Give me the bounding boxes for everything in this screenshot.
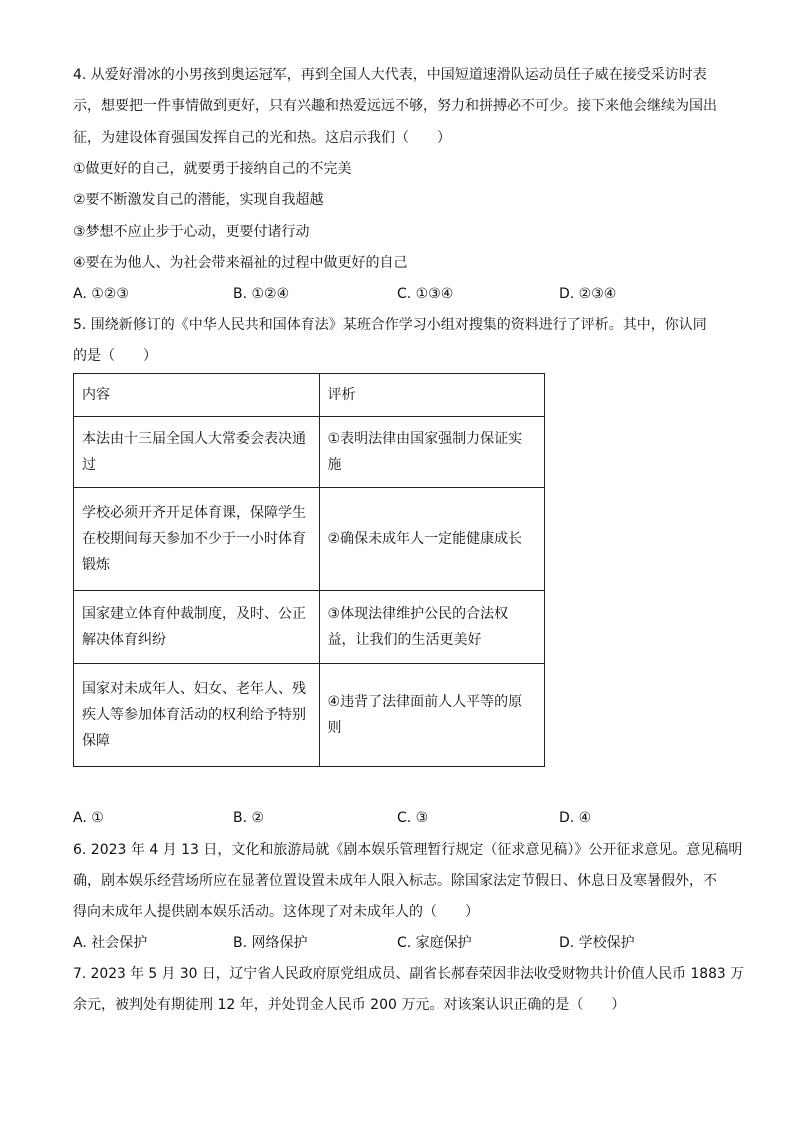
q4-stem-line-1: 4. 从爱好滑冰的小男孩到奥运冠军，再到全国人大代表，中国短道速滑队运动员任子威在接受采访时表 bbox=[73, 67, 707, 83]
q4-options bbox=[73, 284, 733, 304]
q5-option-b[interactable]: B. ② bbox=[233, 810, 265, 826]
table-header-content: 内容 bbox=[74, 374, 320, 417]
q7-stem-line-2: 余元，被判处有期徒刑 12 年，并处罚金人民币 200 万元。对该案认识正确的是（ ） bbox=[73, 997, 626, 1013]
table-header-row bbox=[74, 374, 545, 417]
q6-stem-line-2: 确，剧本娱乐经营场所应在显著位置设置未成年人限入标志。除国家法定节假日、休息日及寒暑假外，不 bbox=[73, 873, 717, 889]
evaluation-table bbox=[73, 373, 545, 767]
q5-option-d[interactable]: D. ④ bbox=[559, 810, 592, 826]
table-header-evaluation: 评析 bbox=[319, 374, 544, 417]
table-row bbox=[74, 488, 545, 591]
q5-stem-line-2: 的是（ ） bbox=[73, 348, 157, 364]
table-cell-content: 本法由十三届全国人大常委会表决通过 bbox=[74, 417, 320, 488]
table-cell-evaluation: ②确保未成年人一定能健康成长 bbox=[319, 488, 544, 591]
q4-option-a[interactable]: A. ①②③ bbox=[73, 286, 129, 302]
q6-stem-line-3: 得向未成年人提供剧本娱乐活动。这体现了对未成年人的（ ） bbox=[73, 904, 479, 920]
table-cell-evaluation: ③体现法律维护公民的合法权益，让我们的生活更美好 bbox=[319, 591, 544, 664]
q6-option-d[interactable]: D. 学校保护 bbox=[559, 935, 635, 951]
q5-options bbox=[73, 808, 733, 828]
table-cell-content: 国家对未成年人、妇女、老年人、残疾人等参加体育活动的权利给予特别保障 bbox=[74, 664, 320, 767]
q4-stem-line-3: 征，为建设体育强国发挥自己的光和热。这启示我们（ ） bbox=[73, 130, 451, 146]
q4-item-1: ①做更好的自己，就要勇于接纳自己的不完美 bbox=[73, 161, 352, 177]
q6-stem-line-1: 6. 2023 年 4 月 13 日，文化和旅游局就《剧本娱乐管理暂行规定（征求意见稿）》公开征求意见。意见稿明 bbox=[73, 842, 743, 858]
q4-item-4: ④要在为他人、为社会带来福祉的过程中做更好的自己 bbox=[73, 255, 408, 271]
q4-stem-line-2: 示，想要把一件事情做到更好，只有兴趣和热爱远远不够，努力和拼搏必不可少。接下来他会继续为国出 bbox=[73, 98, 717, 114]
q5-stem-line-1: 5. 围绕新修订的《中华人民共和国体育法》某班合作学习小组对搜集的资料进行了评析。其中，你认同 bbox=[73, 317, 707, 333]
q4-item-2: ②要不断激发自己的潜能，实现自我超越 bbox=[73, 192, 324, 208]
q6-option-a[interactable]: A. 社会保护 bbox=[73, 935, 148, 951]
q6-options bbox=[73, 933, 733, 953]
table-cell-content: 学校必须开齐开足体育课，保障学生在校期间每天参加不少于一小时体育锻炼 bbox=[74, 488, 320, 591]
table-cell-content: 国家建立体育仲裁制度，及时、公正解决体育纠纷 bbox=[74, 591, 320, 664]
q6-option-b[interactable]: B. 网络保护 bbox=[233, 935, 308, 951]
q5-option-a[interactable]: A. ① bbox=[73, 810, 104, 826]
q6-option-c[interactable]: C. 家庭保护 bbox=[397, 935, 472, 951]
table-row bbox=[74, 417, 545, 488]
q4-option-b[interactable]: B. ①②④ bbox=[233, 286, 290, 302]
q4-item-3: ③梦想不应止步于心动，更要付诸行动 bbox=[73, 224, 310, 240]
q4-option-c[interactable]: C. ①③④ bbox=[397, 286, 454, 302]
q7-stem-line-1: 7. 2023 年 5 月 30 日，辽宁省人民政府原党组成员、副省长郝春荣因非法收受财物共计价值人民币 1883 万 bbox=[73, 966, 744, 982]
table-row bbox=[74, 664, 545, 767]
table-cell-evaluation: ④违背了法律面前人人平等的原则 bbox=[319, 664, 544, 767]
q5-option-c[interactable]: C. ③ bbox=[397, 810, 429, 826]
table-row bbox=[74, 591, 545, 664]
table-cell-evaluation: ①表明法律由国家强制力保证实施 bbox=[319, 417, 544, 488]
q4-option-d[interactable]: D. ②③④ bbox=[559, 286, 617, 302]
